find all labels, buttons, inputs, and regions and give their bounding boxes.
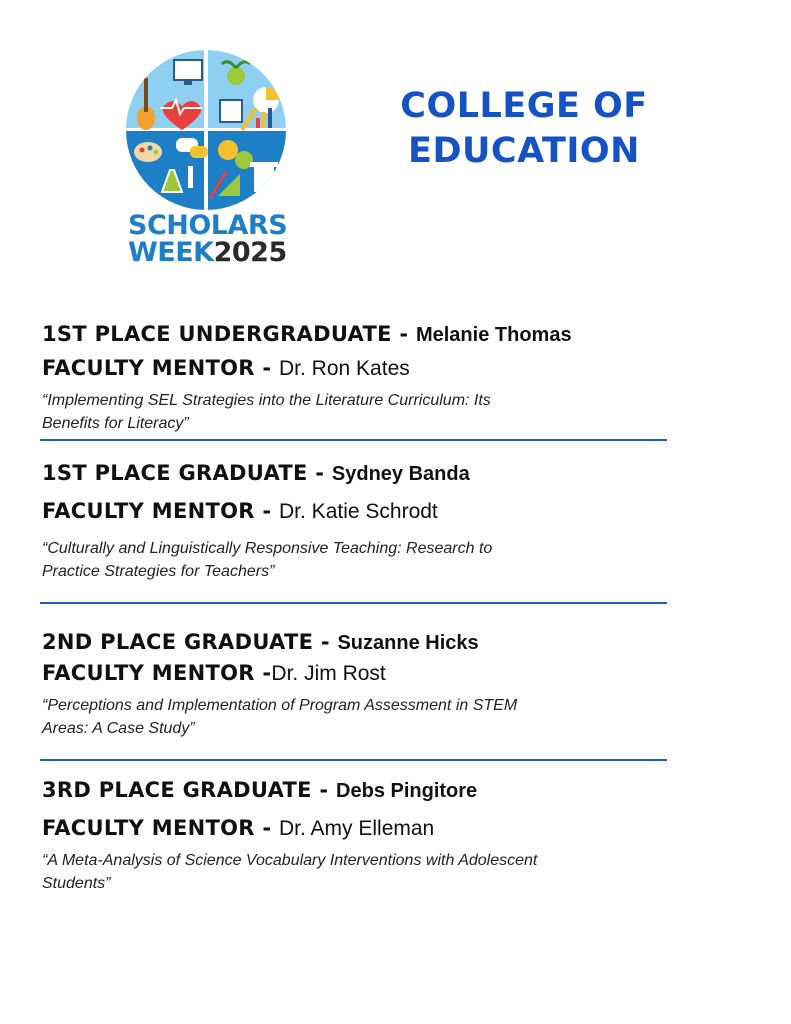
mentor-line	[42, 661, 642, 686]
award-entry-4	[42, 778, 642, 895]
project-title-line1: “Perceptions and Implementation of Program Assessment in STEM	[42, 697, 518, 714]
award-place: 2ND PLACE GRADUATE -	[42, 630, 338, 654]
mentor-line	[42, 356, 642, 381]
page-title-line1: COLLEGE OF	[400, 86, 648, 126]
awardee-name: Melanie Thomas	[415, 324, 572, 346]
mentor-label: FACULTY MENTOR -	[42, 661, 272, 685]
mentor-name: Dr. Amy Elleman	[279, 817, 435, 840]
mentor-line	[42, 816, 642, 841]
award-entry-3	[42, 630, 642, 740]
award-place-line	[42, 322, 642, 347]
divider	[40, 602, 667, 604]
logo-scholars-text: SCHOLARS	[128, 210, 288, 241]
project-title	[42, 849, 597, 895]
mentor-name: Dr. Jim Rost	[271, 662, 386, 685]
scholars-week-logo	[118, 40, 298, 270]
award-place-line	[42, 461, 642, 486]
logo-week-text: WEEK	[128, 237, 214, 268]
divider	[40, 439, 667, 441]
page-title-line2: EDUCATION	[408, 131, 640, 171]
award-place-line	[42, 630, 642, 655]
project-title	[42, 389, 597, 435]
award-entry-1	[42, 322, 642, 435]
page-title	[384, 84, 664, 174]
project-title-line1: “Implementing SEL Strategies into the Literature Curriculum: Its	[42, 392, 491, 409]
award-entry-2	[42, 461, 642, 583]
mentor-label: FACULTY MENTOR -	[42, 499, 280, 523]
logo-year-text: 2025	[213, 237, 287, 268]
project-title-line2: Benefits for Literacy”	[42, 415, 189, 432]
project-title-line2: Students”	[42, 875, 111, 892]
mentor-name: Dr. Ron Kates	[279, 357, 410, 380]
project-title	[42, 694, 597, 740]
mentor-line	[42, 499, 642, 524]
divider	[40, 759, 667, 761]
awardee-name: Sydney Banda	[331, 463, 470, 485]
award-place-line	[42, 778, 642, 803]
mentor-label: FACULTY MENTOR -	[42, 816, 280, 840]
mentor-name: Dr. Katie Schrodt	[279, 500, 438, 523]
project-title-line2: Practice Strategies for Teachers”	[42, 563, 275, 580]
mentor-label: FACULTY MENTOR -	[42, 356, 280, 380]
project-title-line1: “Culturally and Linguistically Responsive Teaching: Research to	[42, 540, 493, 557]
award-place: 1ST PLACE GRADUATE -	[42, 461, 332, 485]
award-place: 1ST PLACE UNDERGRADUATE -	[42, 322, 416, 346]
project-title	[42, 537, 597, 583]
award-place: 3RD PLACE GRADUATE -	[42, 778, 337, 802]
logo-week-year-text	[128, 239, 308, 266]
scholars-week-emblem-icon	[124, 48, 288, 212]
project-title-line1: “A Meta-Analysis of Science Vocabulary Interventions with Adolescent	[42, 852, 538, 869]
awardee-name: Suzanne Hicks	[337, 632, 479, 654]
awardee-name: Debs Pingitore	[336, 780, 478, 802]
project-title-line2: Areas: A Case Study”	[42, 720, 195, 737]
